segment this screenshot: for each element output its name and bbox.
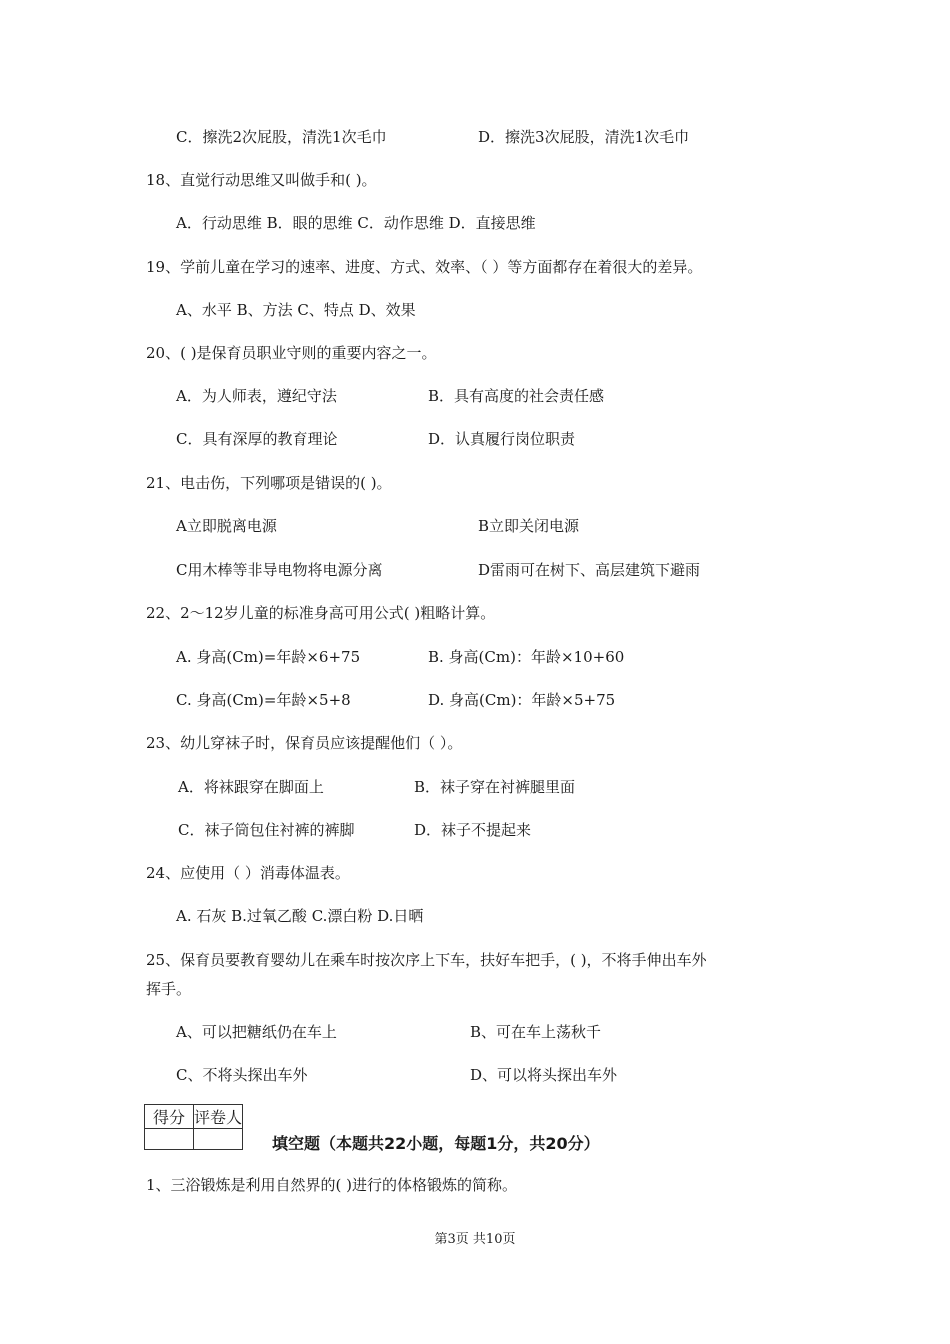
q20-option-c: C．具有深厚的教育理论 <box>176 430 338 448</box>
q24-stem: 24、应使用（ ）消毒体温表。 <box>146 864 350 882</box>
section-title: 填空题（本题共22小题，每题1分，共20分） <box>272 1134 600 1153</box>
q21-option-a: A立即脱离电源 <box>176 517 277 535</box>
q21-option-b: B立即关闭电源 <box>478 517 580 535</box>
q18-options: A．行动思维 B．眼的思维 C．动作思维 D．直接思维 <box>176 214 536 232</box>
q22-option-a: A. 身高(Cm)=年龄×6+75 <box>176 648 361 666</box>
q20-stem: 20、( )是保育员职业守则的重要内容之一。 <box>146 344 437 362</box>
q22-option-d: D. 身高(Cm)：年龄×5+75 <box>428 691 616 709</box>
q23-option-b: B．袜子穿在衬裤腿里面 <box>414 778 576 796</box>
score-table <box>144 1104 243 1150</box>
q24-options: A. 石灰 B.过氧乙酸 C.漂白粉 D.日晒 <box>176 907 424 925</box>
q25-option-a: A、可以把糖纸仍在车上 <box>176 1023 337 1041</box>
q23-option-a: A．将袜跟穿在脚面上 <box>178 778 324 796</box>
q25-stem-line1: 25、保育员要教育婴幼儿在乘车时按次序上下车，扶好车把手，( )，不将手伸出车外 <box>146 951 707 969</box>
q18-stem: 18、直觉行动思维又叫做手和( )。 <box>146 171 377 189</box>
q20-option-d: D．认真履行岗位职责 <box>428 430 576 448</box>
q22-option-c: C. 身高(Cm)=年龄×5+8 <box>176 691 351 709</box>
q19-options: A、水平 B、方法 C、特点 D、效果 <box>176 301 416 319</box>
q22-stem: 22、2～12岁儿童的标准身高可用公式( )粗略计算。 <box>146 604 496 622</box>
score-label: 得分 <box>145 1105 194 1129</box>
q17-option-c: C．擦洗2次屁股，清洗1次毛巾 <box>176 128 387 146</box>
q21-option-c: C用木棒等非导电物将电源分离 <box>176 561 383 579</box>
q23-option-d: D．袜子不提起来 <box>414 821 532 839</box>
page-footer: 第3页 共10页 <box>434 1232 516 1247</box>
q21-stem: 21、电击伤，下列哪项是错误的( )。 <box>146 474 392 492</box>
q19-stem: 19、学前儿童在学习的速率、进度、方式、效率、（ ）等方面都存在着很大的差异。 <box>146 258 703 276</box>
reviewer-cell[interactable] <box>194 1129 243 1150</box>
q17-option-d: D．擦洗3次屁股，清洗1次毛巾 <box>478 128 690 146</box>
q20-option-b: B．具有高度的社会责任感 <box>428 387 605 405</box>
q25-stem-line2: 挥手。 <box>146 980 192 998</box>
fill-question-1: 1、三浴锻炼是利用自然界的( )进行的体格锻炼的简称。 <box>146 1176 518 1194</box>
q23-stem: 23、幼儿穿袜子时，保育员应该提醒他们（ ）。 <box>146 734 463 752</box>
q25-option-d: D、可以将头探出车外 <box>470 1066 618 1084</box>
score-cell[interactable] <box>145 1129 194 1150</box>
q22-option-b: B. 身高(Cm)：年龄×10+60 <box>428 648 625 666</box>
reviewer-label: 评卷人 <box>194 1105 243 1129</box>
q21-option-d: D雷雨可在树下、高层建筑下避雨 <box>478 561 701 579</box>
q23-option-c: C．袜子筒包住衬裤的裤脚 <box>178 821 355 839</box>
q25-option-b: B、可在车上荡秋千 <box>470 1023 602 1041</box>
q25-option-c: C、不将头探出车外 <box>176 1066 308 1084</box>
q20-option-a: A．为人师表，遵纪守法 <box>176 387 337 405</box>
